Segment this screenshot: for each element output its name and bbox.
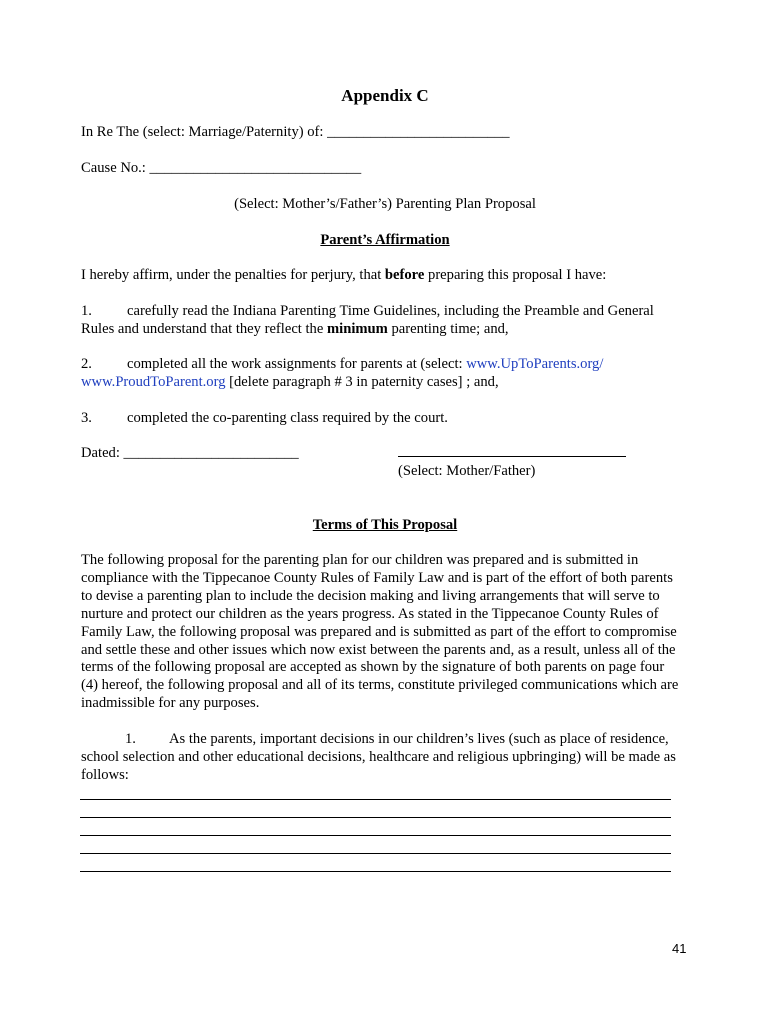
cause-number-line: Cause No.: _____________________________: [81, 160, 362, 176]
signature-caption: (Select: Mother/Father): [398, 463, 536, 479]
answer-line: [80, 835, 671, 836]
item-text: As the parents, important decisions in our children’s lives (such as place of residence, school selection and other educational decisions, healthcare and religious upbringing) will be made as follows:: [81, 731, 676, 783]
terms-body: The following proposal for the parenting plan for our children was prepared and is submitted in compliance with the Tippecanoe County Rules of Family Law and is part of the effort of both parents to devise a parenting plan to include the decision making and living arrangements that will serve to nurture and protect our children as the years progress. As stated in the Tippecanoe County Rules of Family Law, the following proposal was prepared and is submitted as part of the effort to compromise and settle these and other issues which now exist between the parents and, as a result, unless all of the terms of the following proposal are accepted as shown by the signature of both parents on page four (4) hereof, the following proposal and all of its terms, constitute privileged communications which are inadmissible for any purposes.: [81, 552, 679, 712]
item-number: 2.: [81, 356, 92, 372]
item-tail-text: [delete paragraph # 3 in paternity cases] ; and,: [225, 373, 499, 390]
item-text: completed the co-parenting class required by the court.: [127, 410, 448, 426]
item-number: 1.: [81, 303, 92, 319]
item-number: 3.: [81, 410, 92, 426]
affirmation-heading: Parent’s Affirmation: [320, 232, 450, 248]
item-bold-text: minimum: [327, 320, 388, 337]
answer-line: [80, 853, 671, 854]
signature-line: [398, 456, 626, 457]
affirmation-item-2: [81, 356, 681, 392]
affirmation-intro-bold: before: [384, 267, 425, 283]
answer-line: [80, 871, 671, 872]
item-number: 1.: [125, 731, 136, 747]
affirmation-intro-tail: preparing this proposal I have:: [424, 267, 607, 283]
proposal-title: (Select: Mother’s/Father’s) Parenting Plan Proposal: [234, 196, 536, 212]
answer-line: [80, 799, 671, 800]
answer-line: [80, 817, 671, 818]
affirmation-item-1: [81, 303, 681, 339]
affirmation-intro-text: I hereby affirm, under the penalties for perjury, that: [81, 267, 385, 283]
uptoparents-link[interactable]: www.UpToParents.org/: [466, 356, 604, 372]
terms-heading: Terms of This Proposal: [312, 517, 458, 533]
dated-line: Dated: ________________________: [81, 445, 299, 461]
terms-item-1: [81, 731, 681, 785]
document-title: Appendix C: [341, 86, 429, 105]
item-tail-text: parenting time; and,: [387, 320, 509, 337]
in-re-line: In Re The (select: Marriage/Paternity) of: _________________________: [81, 124, 510, 140]
page-number: 41: [672, 941, 687, 956]
proudtoparent-link[interactable]: www.ProudToParent.org: [81, 373, 226, 390]
item-text: carefully read the Indiana Parenting Time Guidelines, including the Preamble and General Rules and understand that they reflect the: [81, 303, 654, 337]
affirmation-intro: [81, 267, 606, 284]
affirmation-item-3: [81, 410, 448, 427]
item-text: completed all the work assignments for parents at (select:: [127, 356, 467, 372]
